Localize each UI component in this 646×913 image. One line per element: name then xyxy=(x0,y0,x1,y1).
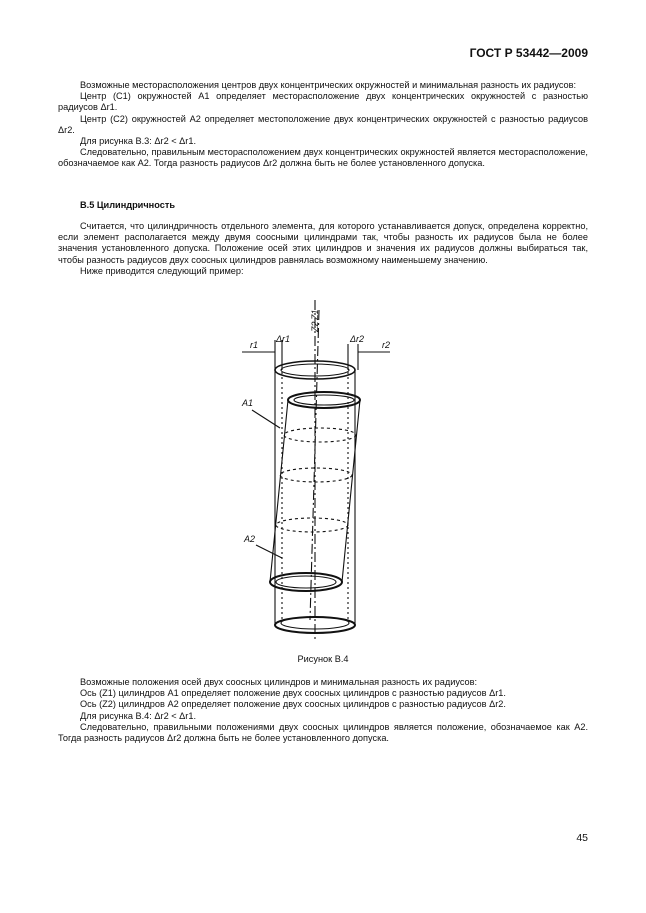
paragraph-figure-b3-relation: Для рисунка В.3: Δr2 < Δr1. xyxy=(80,136,197,147)
label-z2: Z2 xyxy=(310,321,320,332)
inclined-bottom-ring-inner xyxy=(276,576,336,588)
paragraph-conclusion-axes: Следовательно, правильными положениями двух соосных цилиндров является положение, обозначаемое как A2. Тогда разность радиусов Δr2 должна быть не более установленного допуска. xyxy=(58,721,588,744)
leader-a1 xyxy=(252,410,280,428)
paragraph-axis-z1: Ось (Z1) цилиндров A1 определяет положение двух соосных цилиндров с разностью радиусов Δr1. xyxy=(80,688,506,699)
cylinders-figure xyxy=(230,309,420,645)
leader-a2 xyxy=(256,545,282,558)
label-delta-r2: Δr2 xyxy=(350,334,365,344)
paragraph-example-intro: Ниже приводится следующий пример: xyxy=(80,265,244,276)
inclined-top-ring-inner xyxy=(294,395,354,405)
label-r1: r1 xyxy=(250,340,259,350)
inclined-cylinder-right-edge xyxy=(342,400,360,582)
section-dashed-1 xyxy=(284,428,356,442)
paragraph-conclusion-circles: Следовательно, правильным месторасположением двух концентрических окружностей является месторасположение, обозначаемое как A2. Тогда разность радиусов Δr2 должна быть не более установленного допуска. xyxy=(58,147,588,169)
figure-caption: Рисунок В.4 xyxy=(297,654,349,664)
inclined-top-ring-outer xyxy=(288,392,360,408)
section-dashed-3 xyxy=(276,518,348,532)
paragraph-center-c1: Центр (C1) окружностей A1 определяет месторасположение двух концентрических окружностей с разностью радиусов Δr1. xyxy=(58,91,588,113)
text-block-circles xyxy=(58,80,588,170)
label-r2: r2 xyxy=(382,340,391,350)
paragraph-center-c2: Центр (C2) окружностей A2 определяет местоположение двух концентрических окружностей с разностью радиусов Δr2. xyxy=(58,113,588,135)
standard-header: ГОСТ Р 53442—2009 xyxy=(469,46,588,60)
paragraph-intro-axes: Возможные положения осей двух соосных цилиндров и минимальная разность их радиусов: xyxy=(80,677,478,687)
label-a2: A2 xyxy=(244,534,256,544)
label-a1: A1 xyxy=(242,398,254,408)
text-block-cylindricity xyxy=(58,221,588,277)
page-number: 45 xyxy=(576,832,588,844)
paragraph-cylindricity-definition: Считается, что цилиндричность отдельного элемента, для которого устанавливается допуск, определена корректно, если элемент располагается между двумя соосными цилиндрами так, чтобы разность их радиусов была не более значения установленного допуска. Положение осей этих цилиндров и значения их радиусов должны выбираться так, чтобы разность радиусов двух соосных цилиндров равнялась возможному наименьшему значению. xyxy=(58,221,588,265)
text-block-axes xyxy=(58,677,588,744)
paragraph-axis-z2: Ось (Z2) цилиндров A2 определяет положение двух соосных цилиндров с разностью радиусов Δr2. xyxy=(80,699,506,710)
paragraph-figure-b4-relation: Для рисунка В.4: Δr2 < Δr1. xyxy=(80,710,197,721)
section-heading: В.5 Цилиндричность xyxy=(80,200,175,210)
label-delta-r1: Δr1 xyxy=(276,334,291,344)
section-dashed-2 xyxy=(280,468,352,482)
label-z1: Z1 xyxy=(310,309,320,320)
paragraph-intro-circles: Возможные месторасположения центров двух концентрических окружностей и минимальная разность их радиусов: xyxy=(80,80,577,90)
